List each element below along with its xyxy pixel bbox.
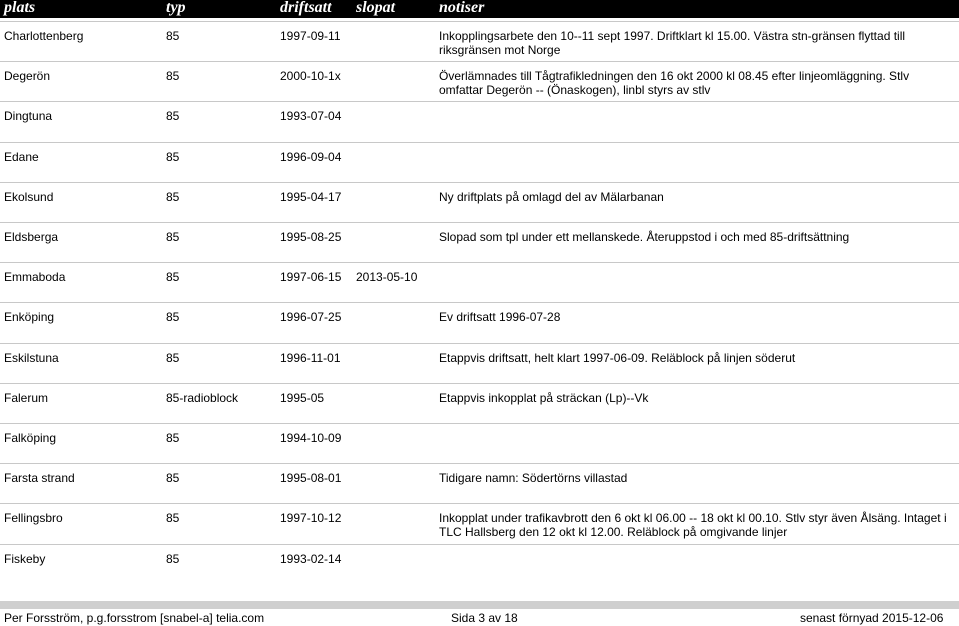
header-typ: typ	[166, 0, 186, 16]
cell-driftsatt: 1995-05	[280, 391, 325, 405]
cell-typ: 85	[166, 150, 180, 164]
table-row	[0, 552, 959, 592]
cell-plats: Edane	[4, 150, 39, 164]
row-divider	[0, 383, 959, 384]
table-row	[0, 511, 959, 551]
row-divider	[0, 262, 959, 263]
cell-typ: 85-radioblock	[166, 391, 239, 405]
cell-typ: 85	[166, 109, 180, 123]
table-row	[0, 431, 959, 471]
cell-plats: Eldsberga	[4, 230, 59, 244]
cell-driftsatt: 1995-04-17	[280, 190, 342, 204]
row-divider	[0, 101, 959, 102]
row-divider	[0, 343, 959, 344]
cell-typ: 85	[166, 351, 180, 365]
table-row	[0, 109, 959, 149]
cell-driftsatt: 1997-06-15	[280, 270, 342, 284]
header-driftsatt: driftsatt	[280, 0, 332, 16]
cell-notiser: Inkopplingsarbete den 10--11 sept 1997. Driftklart kl 15.00. Västra stn-gränsen flyttad till riksgränsen mot Norge	[439, 29, 906, 57]
table-row	[0, 391, 959, 431]
cell-typ: 85	[166, 29, 180, 43]
cell-plats: Emmaboda	[4, 270, 66, 284]
header-plats: plats	[4, 0, 36, 16]
cell-plats: Falköping	[4, 431, 57, 445]
cell-driftsatt: 1993-02-14	[280, 552, 342, 566]
cell-plats: Charlottenberg	[4, 29, 84, 43]
table-row	[0, 471, 959, 511]
cell-driftsatt: 1995-08-01	[280, 471, 342, 485]
cell-slopat: 2013-05-10	[356, 270, 418, 284]
cell-notiser: Ev driftsatt 1996-07-28	[439, 310, 561, 324]
table-row	[0, 190, 959, 230]
row-divider	[0, 423, 959, 424]
table-row	[0, 310, 959, 350]
cell-plats: Falerum	[4, 391, 49, 405]
cell-notiser: Ny driftplats på omlagd del av Mälarbanan	[439, 190, 664, 204]
row-divider	[0, 503, 959, 504]
cell-notiser: Överlämnades till Tågtrafikledningen den 16 okt 2000 kl 08.45 efter linjeomläggning. Stlv omfattar Degerön -- (Önaskogen), linbl styrs av stlv	[439, 69, 910, 97]
cell-notiser: Etappvis inkopplat på sträckan (Lp)--Vk	[439, 391, 649, 405]
cell-plats: Fellingsbro	[4, 511, 63, 525]
table-row	[0, 230, 959, 270]
cell-notiser: Inkopplat under trafikavbrott den 6 okt kl 06.00 -- 18 okt kl 00.10. Stlv styr även Ålsäng. Intaget i TLC Hallsberg den 12 okt kl 12.00. Reläblock på omgivande linjer	[439, 511, 947, 539]
cell-typ: 85	[166, 270, 180, 284]
cell-driftsatt: 1996-11-01	[280, 351, 341, 365]
header-notiser: notiser	[439, 0, 485, 16]
header-slopat: slopat	[356, 0, 396, 16]
footer-divider	[0, 601, 959, 609]
cell-driftsatt: 1995-08-25	[280, 230, 342, 244]
cell-typ: 85	[166, 511, 180, 525]
table-row	[0, 150, 959, 190]
footer-author: Per Forsström, p.g.forsstrom [snabel-a] telia.com	[4, 611, 265, 625]
table-row	[0, 270, 959, 310]
row-divider	[0, 544, 959, 545]
cell-driftsatt: 1997-10-12	[280, 511, 342, 525]
table-row	[0, 351, 959, 391]
cell-driftsatt: 1996-07-25	[280, 310, 342, 324]
cell-typ: 85	[166, 310, 180, 324]
cell-typ: 85	[166, 69, 180, 83]
cell-notiser: Tidigare namn: Södertörns villastad	[439, 471, 628, 485]
cell-typ: 85	[166, 471, 180, 485]
cell-plats: Ekolsund	[4, 190, 54, 204]
cell-typ: 85	[166, 431, 180, 445]
cell-plats: Dingtuna	[4, 109, 53, 123]
cell-driftsatt: 1994-10-09	[280, 431, 342, 445]
row-divider	[0, 142, 959, 143]
cell-plats: Fiskeby	[4, 552, 46, 566]
row-divider	[0, 222, 959, 223]
cell-plats: Degerön	[4, 69, 51, 83]
footer-page-number: Sida 3 av 18	[451, 611, 518, 625]
row-divider	[0, 182, 959, 183]
table-row	[0, 29, 959, 69]
footer-updated: senast förnyad 2015-12-06	[800, 611, 944, 625]
cell-notiser: Slopad som tpl under ett mellanskede. Återuppstod i och med 85-driftsättning	[439, 230, 850, 244]
row-divider	[0, 463, 959, 464]
cell-typ: 85	[166, 230, 180, 244]
cell-typ: 85	[166, 190, 180, 204]
cell-driftsatt: 1993-07-04	[280, 109, 342, 123]
table-header	[0, 0, 959, 18]
cell-driftsatt: 2000-10-1x	[280, 69, 341, 83]
cell-driftsatt: 1997-09-11	[280, 29, 341, 43]
cell-typ: 85	[166, 552, 180, 566]
cell-plats: Farsta strand	[4, 471, 75, 485]
cell-driftsatt: 1996-09-04	[280, 150, 342, 164]
cell-notiser: Etappvis driftsatt, helt klart 1997-06-09. Reläblock på linjen söderut	[439, 351, 796, 365]
cell-plats: Eskilstuna	[4, 351, 59, 365]
table-row	[0, 69, 959, 109]
cell-plats: Enköping	[4, 310, 55, 324]
row-divider	[0, 21, 959, 22]
row-divider	[0, 302, 959, 303]
row-divider	[0, 61, 959, 62]
